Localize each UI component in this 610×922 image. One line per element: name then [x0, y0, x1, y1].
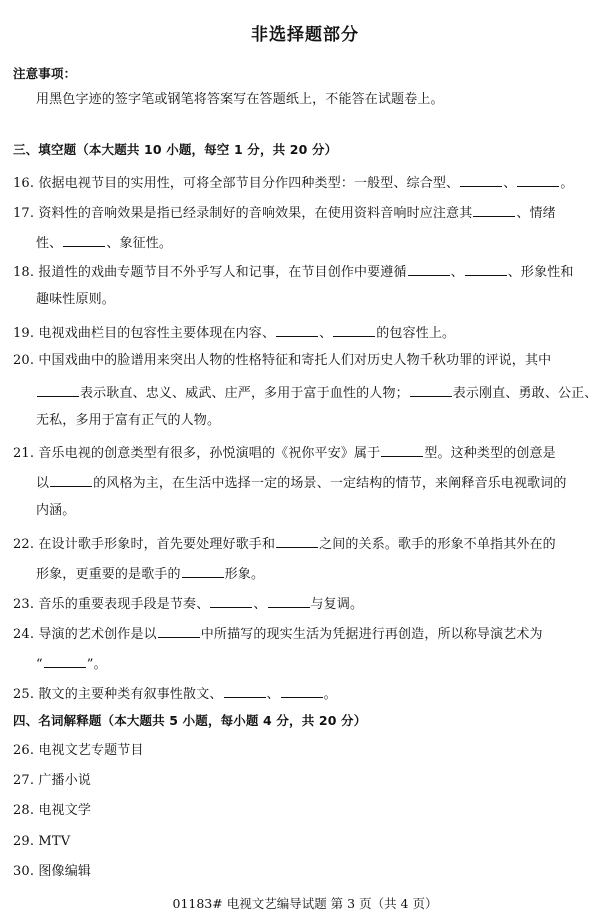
term-item: 27. 广播小说: [13, 773, 92, 788]
question-20-cont: 表示耿直、忠义、威武、庄严，多用于富于血性的人物； 表示刚直、勇敢、公正、: [36, 383, 597, 402]
answer-blank: [333, 323, 375, 337]
question-21-cont: 以 的风格为主，在生活中选择一定的场景、一定结构的情节，来阐释音乐电视歌词的: [36, 473, 567, 492]
answer-blank: [281, 684, 323, 698]
answer-blank: [63, 233, 105, 247]
question-20-cont2: 无私，多用于富有正气的人物。: [36, 413, 221, 428]
answer-blank: [410, 383, 452, 397]
answer-blank: [473, 203, 515, 217]
answer-blank: [210, 594, 252, 608]
answer-blank: [460, 173, 502, 187]
answer-blank: [276, 323, 318, 337]
section3-heading: 三、填空题（本大题共 10 小题，每空 1 分，共 20 分）: [13, 142, 338, 157]
answer-blank: [224, 684, 266, 698]
answer-blank: [517, 173, 559, 187]
question-20: 20. 中国戏曲中的脸谱用来突出人物的性格特征和寄托人们对历史人物千秋功罪的评说，其中: [13, 353, 552, 368]
answer-blank: [276, 534, 318, 548]
answer-blank: [408, 262, 450, 276]
answer-blank: [268, 594, 310, 608]
question-22-cont: 形象，更重要的是歌手的 形象。: [36, 564, 264, 583]
term-item: 26. 电视文艺专题节目: [13, 743, 144, 758]
question-19: 19. 电视戏曲栏目的包容性主要体现在内容、 、 的包容性上。: [13, 323, 455, 342]
question-17-cont: 性、 、象征性。: [36, 233, 172, 252]
term-item: 28. 电视文学: [13, 803, 92, 818]
question-24: 24. 导演的艺术创作是以 中所描写的现实生活为凭据进行再创造，所以称导演艺术为: [13, 624, 543, 643]
question-25: 25. 散文的主要种类有叙事性散文、 、 。: [13, 684, 337, 703]
question-22: 22. 在设计歌手形象时，首先要处理好歌手和 之间的关系。歌手的形象不单指其外在的: [13, 534, 556, 553]
question-18: 18. 报道性的戏曲专题节目不外乎写人和记事，在节目创作中要遵循 、 、形象性和: [13, 262, 574, 281]
question-24-cont: “ ”。: [36, 654, 107, 673]
answer-blank: [37, 383, 79, 397]
term-item: 30. 图像编辑: [13, 864, 92, 879]
section4-heading: 四、名词解释题（本大题共 5 小题，每小题 4 分，共 20 分）: [13, 713, 367, 728]
answer-blank: [44, 654, 86, 668]
notice-text: 用黑色字迹的签字笔或钢笔将答案写在答题纸上，不能答在试题卷上。: [36, 92, 444, 107]
question-16: 16. 依据电视节目的实用性，可将全部节目分作四种类型：一般型、综合型、 、 。: [13, 173, 574, 192]
answer-blank: [381, 443, 423, 457]
question-21: 21. 音乐电视的创意类型有很多，孙悦演唱的《祝你平安》属于 型。这种类型的创意是: [13, 443, 556, 462]
notice-heading: 注意事项：: [13, 66, 77, 81]
term-item: 29. MTV: [13, 834, 71, 849]
page-footer: 01183# 电视文艺编导试题 第 3 页（共 4 页）: [172, 896, 438, 911]
answer-blank: [158, 624, 200, 638]
question-18-cont: 趣味性原则。: [36, 292, 115, 307]
answer-blank: [465, 262, 507, 276]
question-17: 17. 资料性的音响效果是指已经录制好的音响效果，在使用资料音响时应注意其 、情绪: [13, 203, 556, 222]
page-title: 非选择题部分: [251, 25, 359, 45]
answer-blank: [50, 473, 92, 487]
answer-blank: [182, 564, 224, 578]
question-21-cont2: 内涵。: [36, 503, 76, 518]
question-23: 23. 音乐的重要表现手段是节奏、 、 与复调。: [13, 594, 363, 613]
